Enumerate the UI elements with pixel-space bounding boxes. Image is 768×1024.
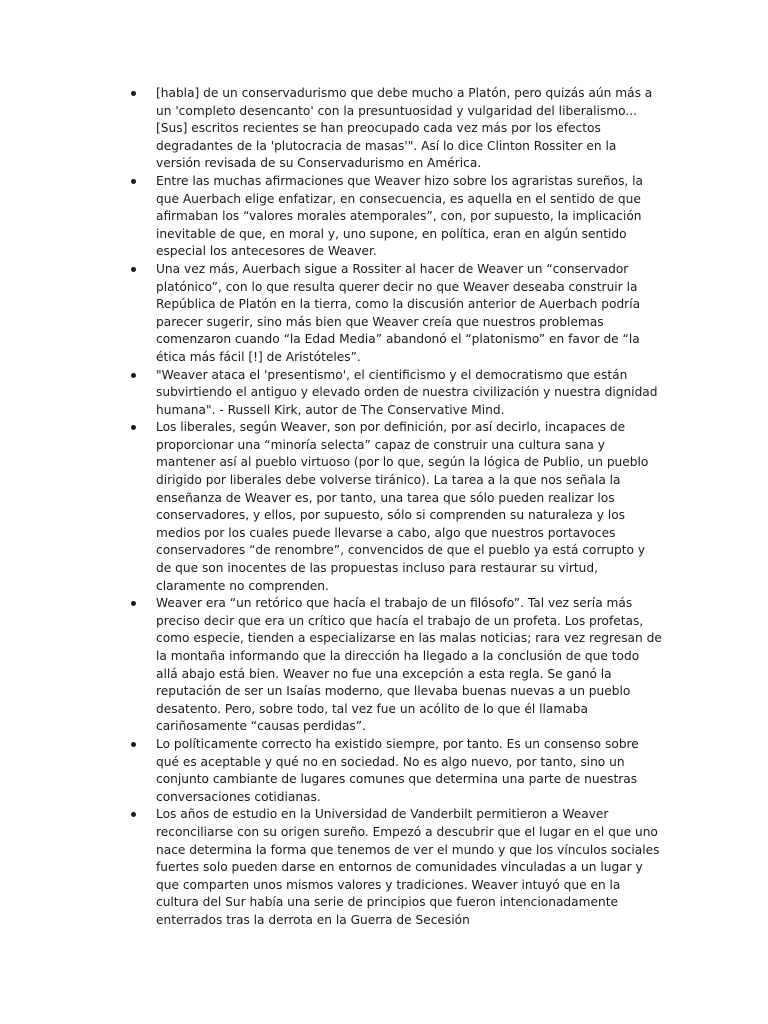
bullet-icon [131, 425, 136, 430]
bullet-icon [131, 91, 136, 96]
list-item [128, 261, 664, 367]
bullet-icon [131, 601, 136, 606]
list-item [128, 173, 664, 261]
list-item [128, 806, 664, 929]
list-item [128, 85, 664, 173]
bullet-icon [131, 267, 136, 272]
bullet-icon [131, 812, 136, 817]
list-item-text: "Weaver ataca el 'presentismo', el cientificismo y el democratismo que están subvirtiendo el antiguo y elevado orden de nuestra civilización y nuestra dignidad humana". - Russell Kirk, autor de The Conservative Mind. [156, 367, 658, 417]
list-item-text: [habla] de un conservadurismo que debe mucho a Platón, pero quizás aún más a un 'completo desencanto' con la presuntuosidad y vulgaridad del liberalismo... [Sus] escritos recientes se han preocupado cada vez más por los efectos degradantes de la 'plutocracia de masas'". Así lo dice Clinton Rossiter en la versión revisada de su Conservadurismo en América. [156, 86, 653, 171]
list-item-text: Los liberales, según Weaver, son por definición, por así decirlo, incapaces de proporcionar una “minoría selecta” capaz de construir una cultura sana y mantener así al pueblo virtuoso (por lo que, según la lógica de Publio, un pueblo dirigido por liberales debe volverse tiránico). La tarea a la que nos señala la enseñanza de Weaver es, por tanto, una tarea que sólo pueden realizar los conservadores, y ellos, por supuesto, sólo si comprenden su naturaleza y los medios por los cuales puede llevarse a cabo, algo que nuestros portavoces conservadores “de renombre”, convencidos de que el pueblo ya está corrupto y de que son inocentes de las propuestas incluso para restaurar su virtud, claramente no comprenden. [156, 420, 649, 593]
bullet-icon [131, 373, 136, 378]
list-item-text: Entre las muchas afirmaciones que Weaver hizo sobre los agraristas sureños, la que Auerbach elige enfatizar, en consecuencia, es aquella en el sentido de que afirmaban los “valores morales atemporales”, con, por supuesto, la implicación inevitable de que, en moral y, uno supone, en política, eran en algún sentido especial los antecesores de Weaver. [156, 173, 644, 259]
list-item [128, 419, 664, 595]
list-item [128, 595, 664, 736]
bullet-icon [131, 179, 136, 184]
bullet-list [128, 85, 664, 930]
list-item-text: Lo políticamente correcto ha existido siempre, por tanto. Es un consenso sobre qué es aceptable y qué no en sociedad. No es algo nuevo, por tanto, sino un conjunto cambiante de lugares comunes que determina una parte de nuestras conversaciones cotidianas. [156, 736, 639, 804]
list-item [128, 367, 664, 420]
list-item-text: Weaver era “un retórico que hacía el trabajo de un filósofo”. Tal vez sería más preciso decir que era un crítico que hacía el trabajo de un profeta. Los profetas, como especie, tienden a especializarse en las malas noticias; rara vez regresan de la montaña informando que la dirección ha llegado a la conclusión de que todo allá abajo está bien. Weaver no fue una excepción a esta regla. Se ganó la reputación de ser un Isaías moderno, que llevaba buenas nuevas a un pueblo desatento. Pero, sobre todo, tal vez fue un acólito de lo que él llamaba cariñosamente “causas perdidas”. [156, 596, 662, 734]
list-item [128, 736, 664, 806]
list-item-text: Los años de estudio en la Universidad de Vanderbilt permitieron a Weaver reconciliarse con su origen sureño. Empezó a descubrir que el lugar en el que uno nace determina la forma que tenemos de ver el mundo y que los vínculos sociales fuertes solo pueden darse en entornos de comunidades vinculadas a un lugar y que comparten unos mismos valores y tradiciones. Weaver intuyó que en la cultura del Sur había una serie de principios que fueron intencionadamente enterrados tras la derrota en la Guerra de Secesión [156, 807, 660, 927]
list-item-text: Una vez más, Auerbach sigue a Rossiter al hacer de Weaver un “conservador platónico”, con lo que resulta querer decir no que Weaver deseaba construir la República de Platón en la tierra, como la discusión anterior de Auerbach podría parecer sugerir, sino más bien que Weaver creía que nuestros problemas comenzaron cuando “la Edad Media” abandonó el “platonismo” en favor de “la ética más fácil [!] de Aristóteles”. [156, 261, 641, 364]
bullet-icon [131, 742, 136, 747]
